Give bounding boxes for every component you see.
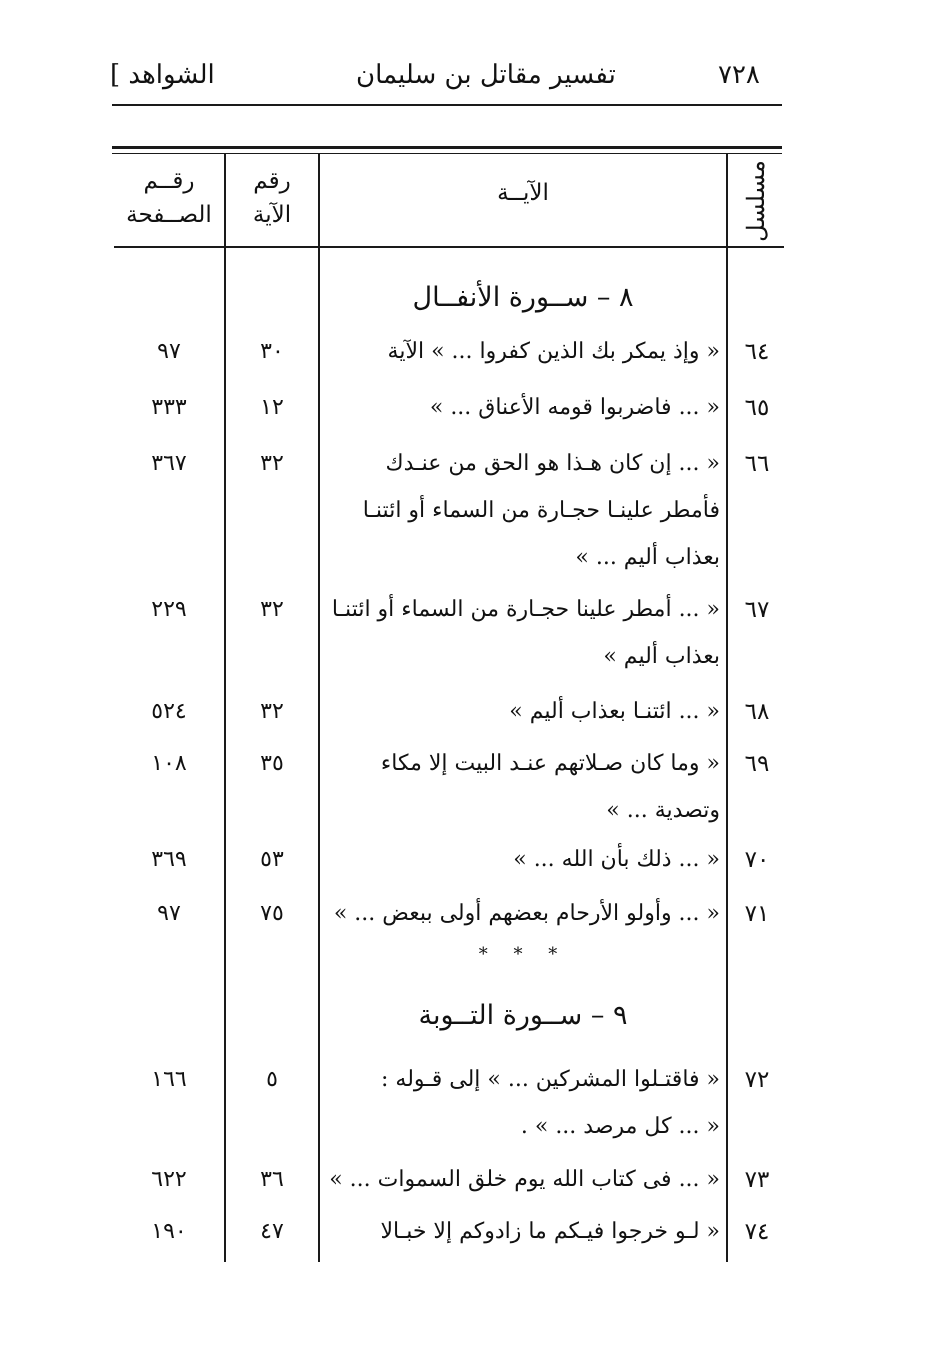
page-reference: ٥٢٤ xyxy=(151,699,187,724)
surah-title: ٨ – ســورة الأنفــال xyxy=(412,282,634,313)
page-reference: ٣٣٣ xyxy=(151,395,187,420)
ayah-text xyxy=(326,836,720,883)
ayah-text xyxy=(326,1208,720,1255)
ayah-text xyxy=(326,890,720,937)
ayah-line: « ... فاضربوا قومه الأعناق ... » xyxy=(429,395,720,420)
ayah-line: « ... ذلك بأن الله ... » xyxy=(513,847,720,872)
ayah-text xyxy=(326,328,720,375)
page-reference: ٩٧ xyxy=(157,339,181,364)
table-top-rule xyxy=(112,146,782,149)
ayah-text xyxy=(326,740,720,834)
column-header-serial-label: مسلسل xyxy=(742,160,770,242)
serial-number: ٦٩ xyxy=(744,751,770,777)
page-reference: ١٠٨ xyxy=(151,751,187,776)
serial-number: ٧٢ xyxy=(744,1067,770,1093)
column-header-page xyxy=(114,164,224,232)
ayah-number: ٣٠ xyxy=(260,339,284,364)
ayah-line: « لـو خرجوا فيـكم ما زادوكم إلا خبـالا xyxy=(380,1219,720,1244)
serial-number: ٦٤ xyxy=(744,339,770,365)
ayah-number: ٧٥ xyxy=(260,901,284,926)
ayah-number: ٣٢ xyxy=(260,597,284,622)
serial-number: ٧٣ xyxy=(744,1167,770,1193)
page-reference: ٩٧ xyxy=(157,901,181,926)
ayah-number: ١٢ xyxy=(260,395,284,420)
column-header-ayah-number-line: رقم xyxy=(253,168,291,194)
serial-number: ٦٦ xyxy=(744,451,770,477)
ayah-line: بعذاب أليم ... » xyxy=(575,545,720,570)
ayah-line: « وما كان صـلاتهم عنـد البيت إلا مكاء xyxy=(380,751,720,776)
page-reference: ١٩٠ xyxy=(151,1219,187,1244)
page-reference: ٦٢٢ xyxy=(151,1167,187,1192)
ayah-line: « فاقتـلوا المشركين ... » إلى قـوله : xyxy=(381,1067,720,1092)
serial-number: ٦٨ xyxy=(744,699,770,725)
ayah-number: ٥ xyxy=(266,1067,278,1092)
page-number: ٧٢٨ xyxy=(718,60,760,90)
serial-number: ٧٤ xyxy=(744,1219,770,1245)
column-header-serial xyxy=(728,158,784,244)
column-header-ayah-number xyxy=(226,164,318,232)
section-separator: * * * xyxy=(478,944,568,965)
ayah-line: « ... ائتنـا بعذاب أليم » xyxy=(509,699,720,724)
column-header-ayah: الآيــة xyxy=(497,180,549,206)
ayah-line: بعذاب أليم » xyxy=(603,644,720,669)
ayah-line: « وإذ يمكر بك الذين كفروا ... » الآية xyxy=(387,339,720,364)
ayah-text xyxy=(326,586,720,680)
column-divider xyxy=(726,154,728,1262)
ayah-line: فأمطر علينـا حجـارة من السماء أو ائتنـا xyxy=(362,498,720,523)
page-reference: ٣٦٩ xyxy=(151,847,187,872)
serial-number: ٦٥ xyxy=(744,395,770,421)
ayah-number: ٣٢ xyxy=(260,699,284,724)
header-rule xyxy=(112,104,782,106)
ayah-number: ٣٦ xyxy=(260,1167,284,1192)
column-header-page-line: الصــفحة xyxy=(126,202,212,228)
ayah-text xyxy=(326,440,720,581)
ayah-line: « ... إن كان هـذا هو الحق من عنـدك xyxy=(385,451,720,476)
page-reference: ٢٢٩ xyxy=(151,597,187,622)
ayah-line: « ... كل مرصد ... » . xyxy=(520,1114,720,1139)
ayah-line: « ... أمطر علينا حجـارة من السماء أو ائتنـا xyxy=(331,597,720,622)
column-header-ayah-number-line: الآية xyxy=(252,202,292,228)
ayah-number: ٣٢ xyxy=(260,451,284,476)
ayah-number: ٥٣ xyxy=(260,847,284,872)
table-header-rule xyxy=(114,246,784,248)
ayah-number: ٤٧ xyxy=(260,1219,284,1244)
ayah-text xyxy=(326,1056,720,1150)
book-title: تفسير مقاتل بن سليمان xyxy=(356,60,616,90)
ayah-line: وتصدية ... » xyxy=(606,798,720,823)
table-top-rule-thin xyxy=(112,153,782,154)
page-reference: ١٦٦ xyxy=(151,1067,187,1092)
ayah-text xyxy=(326,1156,720,1203)
serial-number: ٧١ xyxy=(744,901,770,927)
page-reference: ٣٦٧ xyxy=(151,451,187,476)
ayah-number: ٣٥ xyxy=(260,751,284,776)
ayah-line: « ... فى كتاب الله يوم خلق السموات ... » xyxy=(329,1167,720,1192)
section-title: [ الشواهد xyxy=(110,60,215,90)
ayah-text xyxy=(326,688,720,735)
serial-number: ٦٧ xyxy=(744,597,770,623)
ayah-line: « ... وأولو الأرحام بعضهم أولى ببعض ... » xyxy=(333,901,720,926)
surah-title: ٩ – ســورة التــوبة xyxy=(418,1000,628,1031)
serial-number: ٧٠ xyxy=(744,847,770,873)
column-divider xyxy=(318,154,320,1262)
ayah-text xyxy=(326,384,720,431)
column-header-page-line: رقــم xyxy=(143,168,195,194)
